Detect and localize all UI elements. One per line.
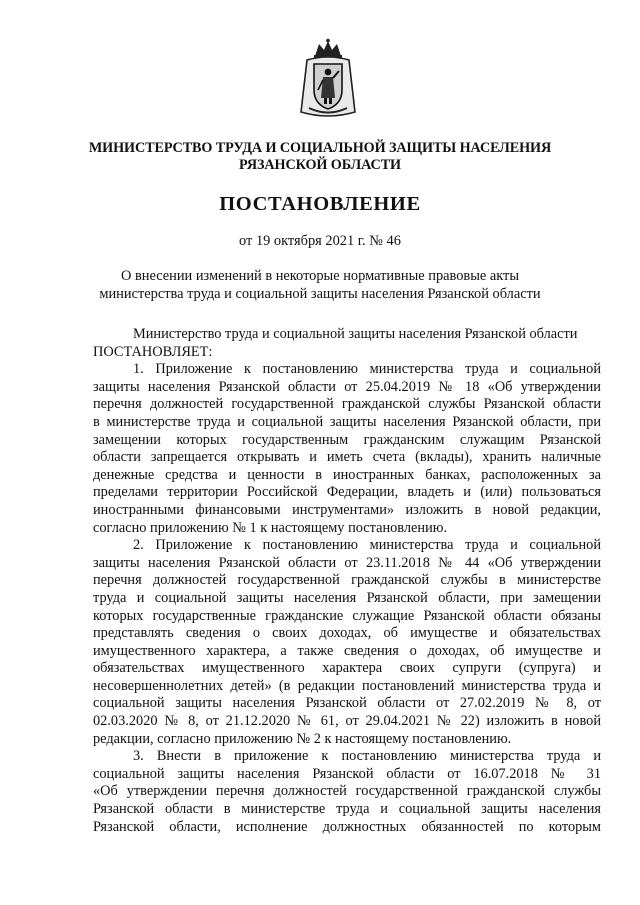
ministry-name-line1: МИНИСТЕРСТВО ТРУДА И СОЦИАЛЬНОЙ ЗАЩИТЫ НАСЕЛЕНИЯ [88, 140, 552, 156]
document-type-title: ПОСТАНОВЛЕНИЕ [219, 193, 421, 215]
subject-line1: О внесении изменений в некоторые нормативные правовые акты [120, 268, 520, 284]
paragraph-1-line: защиты населения Рязанской области от 25.04.2019 № 18 «Об утверждении [93, 378, 601, 395]
paragraph-2-line: защиты населения Рязанской области от 23.11.2018 № 44 «Об утверждении [93, 554, 601, 571]
paragraph-2-line: 02.03.2020 № 8, от 21.12.2020 № 61, от 29.04.2021 № 22) изложить в новой [93, 713, 601, 730]
paragraph-2-line: редакции, согласно приложению № 2 к настоящему постановлению. [93, 730, 512, 747]
paragraph-1-line: 1. Приложение к постановлению министерства труда и социальной [133, 361, 601, 378]
paragraph-1-line: перечня должностей государственной гражданской службы Рязанской области [93, 396, 601, 413]
paragraph-2-line: несовершеннолетних детей» (в редакции постановлений министерства труда и [93, 677, 601, 694]
paragraph-2-line: социальной защиты населения Рязанской области от 27.02.2019 № 8, от [93, 695, 601, 712]
paragraph-3-line: «Об утверждении перечня должностей государственной гражданской службы [93, 783, 601, 800]
paragraph-2-line: труда и социальной защиты населения Рязанской области, при замещении [93, 589, 601, 606]
ministry-name-line2: РЯЗАНСКОЙ ОБЛАСТИ [239, 157, 401, 173]
paragraph-1-line: области запрещается открывать и иметь счета (вклады), хранить наличные [93, 449, 601, 466]
document-date-number: от 19 октября 2021 г. № 46 [239, 233, 401, 249]
paragraph-1-line: замещении которых государственным гражданским служащим Рязанской [93, 431, 601, 448]
paragraph-1-line: пределами территории Российской Федерации, владеть и (или) пользоваться [93, 484, 601, 501]
paragraph-2-line: представлять сведения о своих доходах, об имуществе и обязательствах [93, 625, 601, 642]
paragraph-2-line: которых государственные гражданские служащие Рязанской области обязаны [93, 607, 601, 624]
paragraph-1-line: иностранными финансовыми инструментами» изложить в новой редакции, [93, 501, 601, 518]
paragraph-2-line: перечня должностей государственной гражданской службы в министерстве [93, 572, 601, 589]
paragraph-1-line: согласно приложению № 1 к настоящему постановлению. [93, 519, 448, 536]
paragraph-1-line: денежные средства и ценности в иностранных банках, расположенных за [93, 466, 601, 483]
document-body [93, 326, 601, 836]
paragraph-1-line: в министерстве труда и социальной защиты населения Рязанской области, при [93, 413, 601, 430]
ryazan-oblast-coat-of-arms-icon [295, 38, 361, 120]
paragraph-3-line: социальной защиты населения Рязанской области от 16.07.2018 № 31 [93, 765, 601, 782]
paragraph-3-line: Рязанской области в министерстве труда и социальной защиты населения [93, 801, 601, 818]
paragraph-2-line: 2. Приложение к постановлению министерства труда и социальной [133, 537, 601, 554]
subject-line2: министерства труда и социальной защиты населения Рязанской области [99, 286, 541, 302]
paragraph-3-line: Рязанской области, исполнение должностных обязанностей по которым [93, 818, 601, 835]
body-line: ПОСТАНОВЛЯЕТ: [93, 343, 213, 360]
paragraph-2-line: имущественного характера, а также сведения о доходах, об имуществе и [93, 642, 601, 659]
paragraph-2-line: обязательствах имущественного характера своих супруги (супруга) и [93, 660, 601, 677]
paragraph-3-line: 3. Внести в приложение к постановлению министерства труда и [133, 748, 601, 765]
body-line: Министерство труда и социальной защиты населения Рязанской области [133, 326, 578, 342]
